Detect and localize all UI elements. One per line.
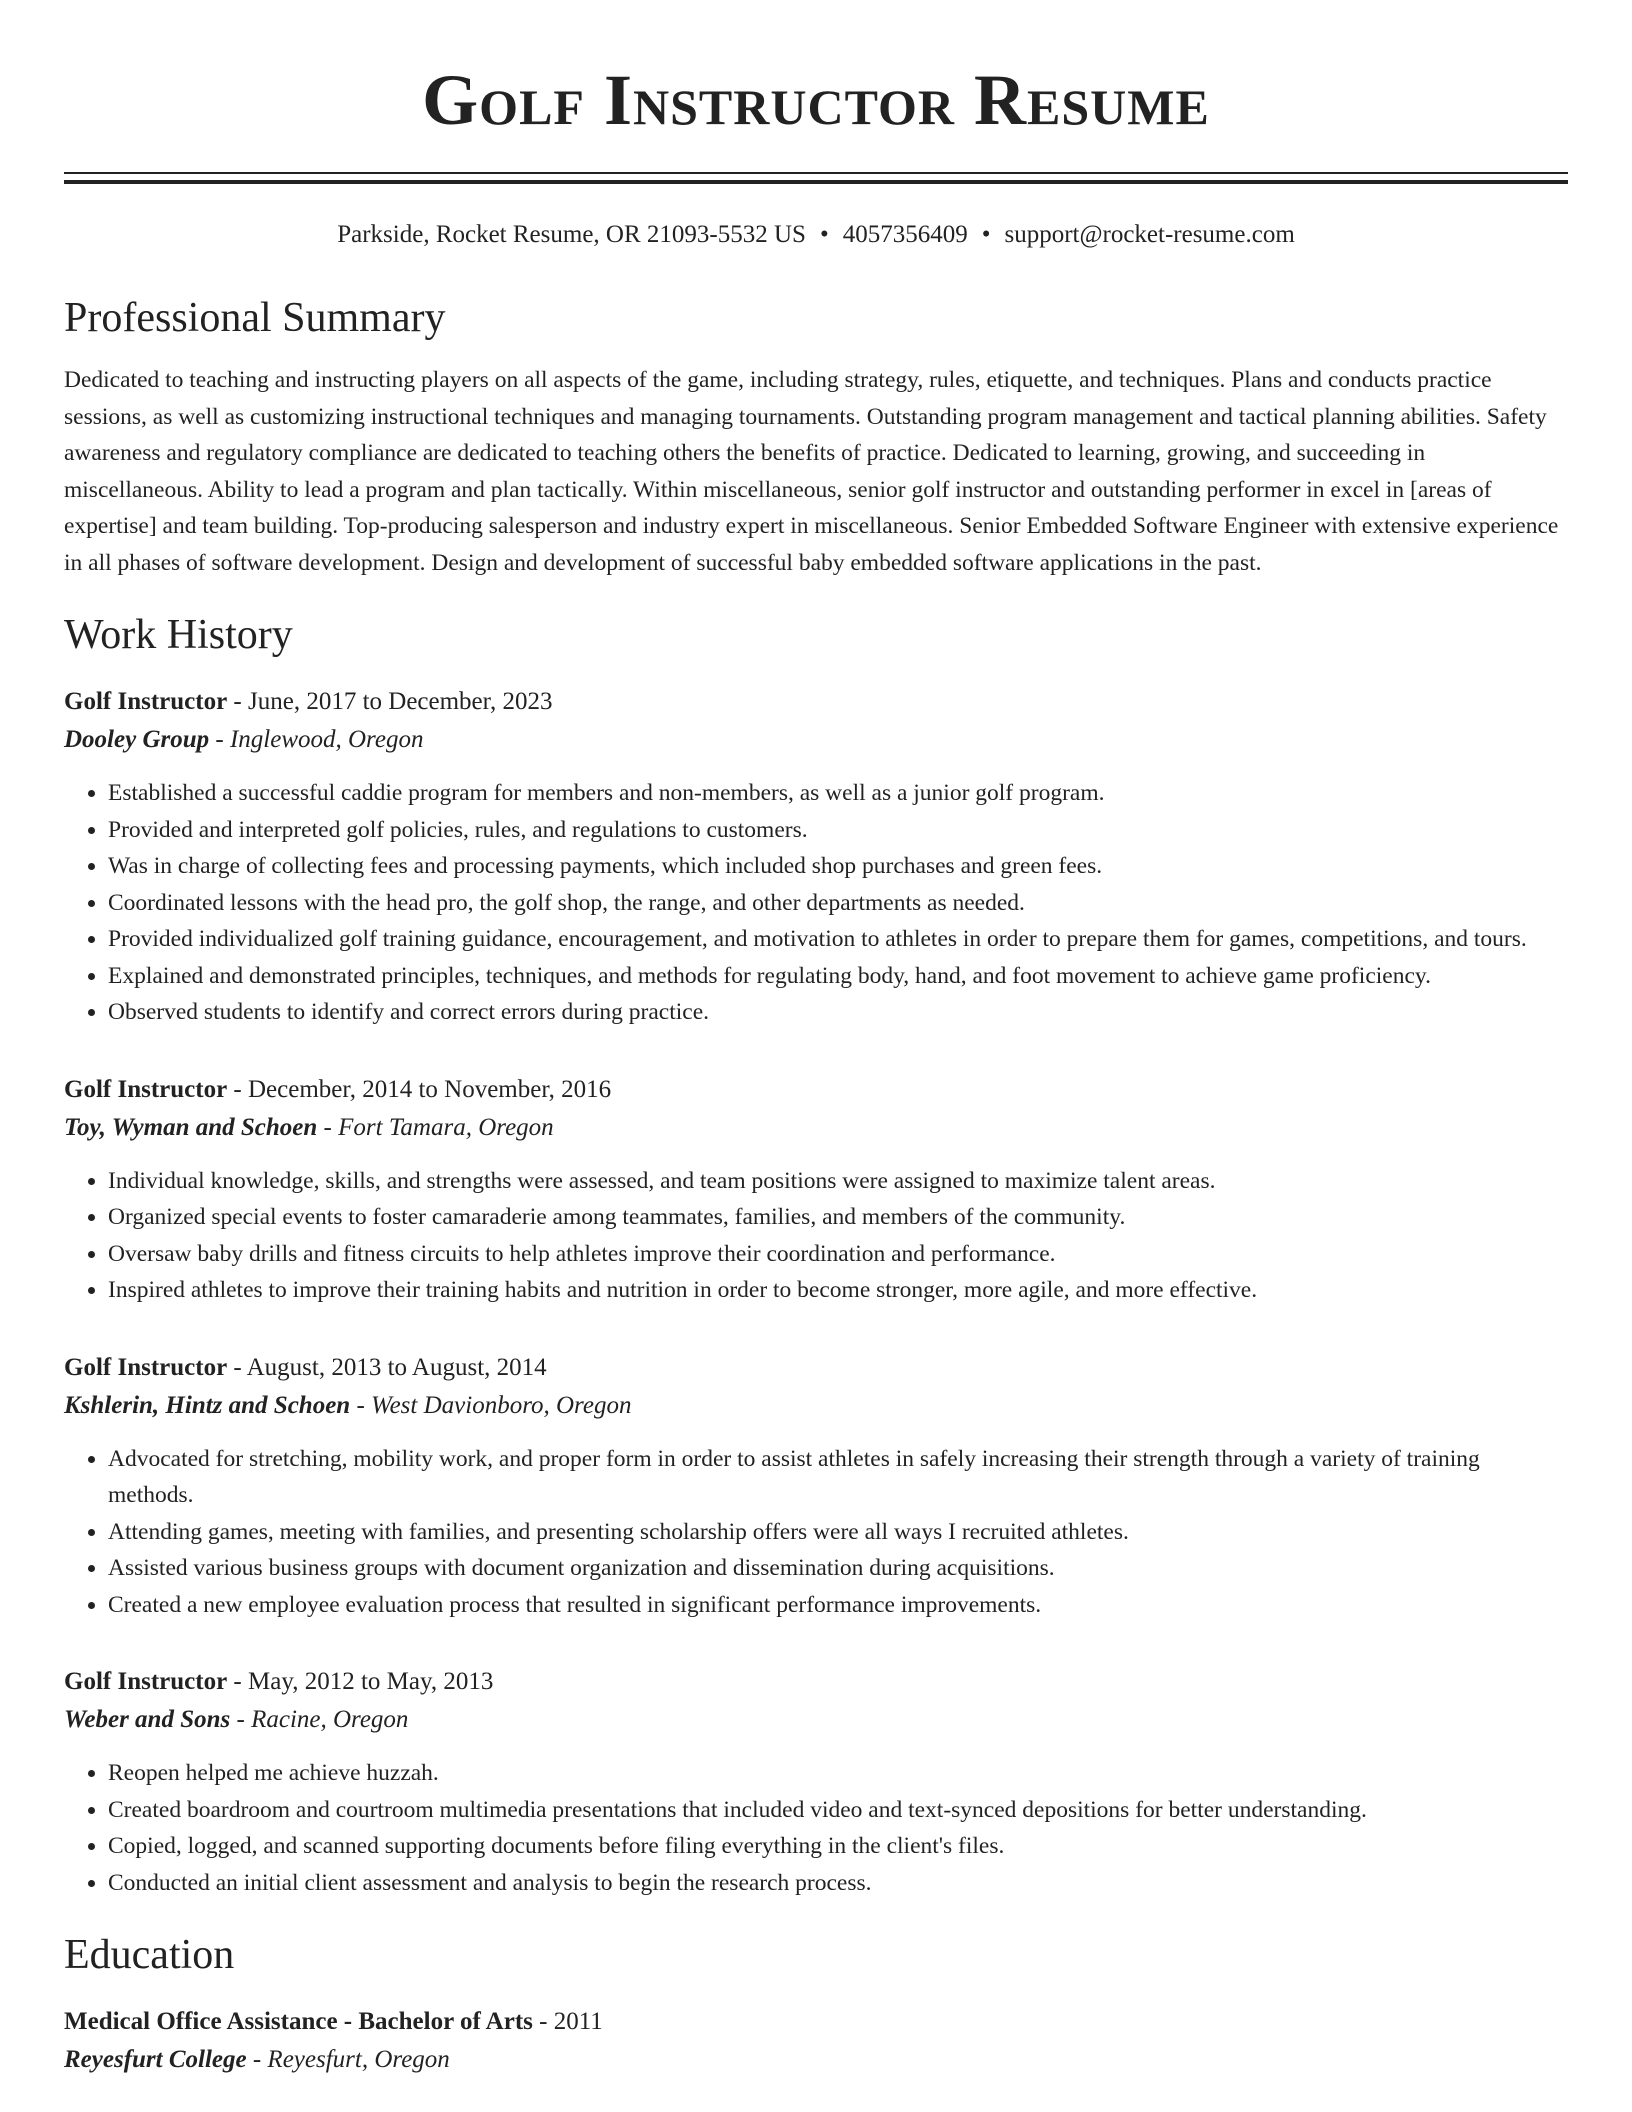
job-location: - Inglewood, Oregon <box>209 726 424 753</box>
job-title: Golf Instructor <box>64 1075 228 1103</box>
job-company: Kshlerin, Hintz and Schoen <box>64 1391 351 1419</box>
job-bullet: • Observed students to identify and correct errors during practice. <box>108 994 1568 1031</box>
job-dates: - August, 2013 to August, 2014 <box>227 1353 547 1381</box>
job-title-line <box>64 1071 1568 1109</box>
job-company-line <box>64 721 1568 759</box>
job-location: - Racine, Oregon <box>230 1706 409 1733</box>
job-bullets <box>64 775 1568 1031</box>
job-bullet: • Explained and demonstrated principles, techniques, and methods for regulating body, hand, and foot movement to achieve game proficiency. <box>108 958 1568 995</box>
job-company: Weber and Sons <box>64 1706 231 1733</box>
job-company-line <box>64 1109 1568 1147</box>
job-dates: - May, 2012 to May, 2013 <box>227 1668 494 1695</box>
education-school: Reyesfurt College <box>64 2046 247 2073</box>
job-company-line <box>64 1387 1568 1425</box>
title-divider <box>64 172 1568 184</box>
education-entry <box>64 2003 1568 2079</box>
contact-line <box>64 218 1568 252</box>
job-bullets <box>64 1755 1568 1901</box>
job-company-line <box>64 1701 1568 1739</box>
job-bullet: • Copied, logged, and scanned supporting documents before filing everything in the client's files. <box>108 1828 1568 1865</box>
job-bullet: • Was in charge of collecting fees and processing payments, which included shop purchases and green fees. <box>108 848 1568 885</box>
education-degree-line <box>64 2003 1568 2041</box>
job-entry <box>64 1663 1568 1901</box>
job-bullet: • Conducted an initial client assessment and analysis to begin the research process. <box>108 1865 1568 1902</box>
resume-title: Golf Instructor Resume <box>422 60 1210 140</box>
job-bullet: • Organized special events to foster camaraderie among teammates, families, and members of the community. <box>108 1199 1568 1236</box>
job-bullet: • Attending games, meeting with families, and presenting scholarship offers were all ways I recruited athletes. <box>108 1514 1568 1551</box>
job-bullet: • Assisted various business groups with document organization and dissemination during acquisitions. <box>108 1550 1568 1587</box>
job-title: Golf Instructor <box>64 1668 228 1695</box>
job-entry <box>64 1349 1568 1624</box>
job-title-line <box>64 1663 1568 1701</box>
job-bullet: • Inspired athletes to improve their training habits and nutrition in order to become stronger, more agile, and more effective. <box>108 1272 1568 1309</box>
job-entry <box>64 683 1568 1031</box>
job-title: Golf Instructor <box>64 688 228 715</box>
job-entry <box>64 1071 1568 1309</box>
job-dates: - June, 2017 to December, 2023 <box>227 688 553 715</box>
job-bullet: • Established a successful caddie program for members and non-members, as well as a junior golf program. <box>108 775 1568 812</box>
job-company: Toy, Wyman and Schoen <box>64 1113 318 1141</box>
job-title-line <box>64 1349 1568 1387</box>
contact-phone: 4057356409 <box>842 221 968 248</box>
education-heading: Education <box>64 1932 235 1978</box>
education-degree: Medical Office Assistance - Bachelor of Arts <box>64 2008 533 2035</box>
contact-separator: • <box>981 221 991 248</box>
job-title: Golf Instructor <box>64 1353 228 1381</box>
job-bullet: • Created a new employee evaluation process that resulted in significant performance improvements. <box>108 1587 1568 1624</box>
contact-address: Parkside, Rocket Resume, OR 21093-5532 US <box>337 221 806 248</box>
summary-text: Dedicated to teaching and instructing players on all aspects of the game, including strategy, rules, etiquette, and techniques. Plans and conducts practice sessions, as well as customizing instructional techniques and managing tournaments. Outstanding program management and tactical planning abilities. Safety awareness and regulatory compliance are dedicated to teaching others the benefits of practice. Dedicated to learning, growing, and succeeding in miscellaneous. Ability to lead a program and plan tactically. Within miscellaneous, senior golf instructor and outstanding performer in excel in [areas of expertise] and team building. Top-producing salesperson and industry expert in miscellaneous. Senior Embedded Software Engineer with extensive experience in all phases of software development. Design and development of successful baby embedded software applications in the past. <box>64 367 1559 576</box>
summary-heading: Professional Summary <box>64 295 446 341</box>
education-school-line <box>64 2041 1568 2079</box>
contact-email: support@rocket-resume.com <box>1004 221 1295 248</box>
job-location: - West Davionboro, Oregon <box>350 1391 632 1419</box>
job-bullet: • Advocated for stretching, mobility work, and proper form in order to assist athletes in safely increasing their strength through a variety of training methods. <box>108 1441 1568 1514</box>
job-bullet: • Oversaw baby drills and fitness circuits to help athletes improve their coordination and performance. <box>108 1236 1568 1273</box>
education-year: - 2011 <box>532 2008 603 2035</box>
job-title-line <box>64 683 1568 721</box>
job-bullet: • Provided and interpreted golf policies, rules, and regulations to customers. <box>108 812 1568 849</box>
resume-page <box>64 0 1568 2079</box>
education-location: - Reyesfurt, Oregon <box>246 2046 450 2073</box>
job-bullet: • Coordinated lessons with the head pro, the golf shop, the range, and other departments as needed. <box>108 885 1568 922</box>
job-bullet: • Reopen helped me achieve huzzah. <box>108 1755 1568 1792</box>
job-bullets <box>64 1441 1568 1624</box>
job-company: Dooley Group <box>64 726 210 753</box>
job-bullets <box>64 1163 1568 1309</box>
job-location: - Fort Tamara, Oregon <box>317 1113 554 1141</box>
job-bullet: • Provided individualized golf training guidance, encouragement, and motivation to athletes in order to prepare them for games, competitions, and tours. <box>108 921 1568 958</box>
job-bullet: • Created boardroom and courtroom multimedia presentations that included video and text-synced depositions for better understanding. <box>108 1792 1568 1829</box>
job-dates: - December, 2014 to November, 2016 <box>227 1075 612 1103</box>
contact-separator: • <box>819 221 829 248</box>
work-history-heading: Work History <box>64 612 293 658</box>
job-bullet: • Individual knowledge, skills, and strengths were assessed, and team positions were assigned to maximize talent areas. <box>108 1163 1568 1200</box>
